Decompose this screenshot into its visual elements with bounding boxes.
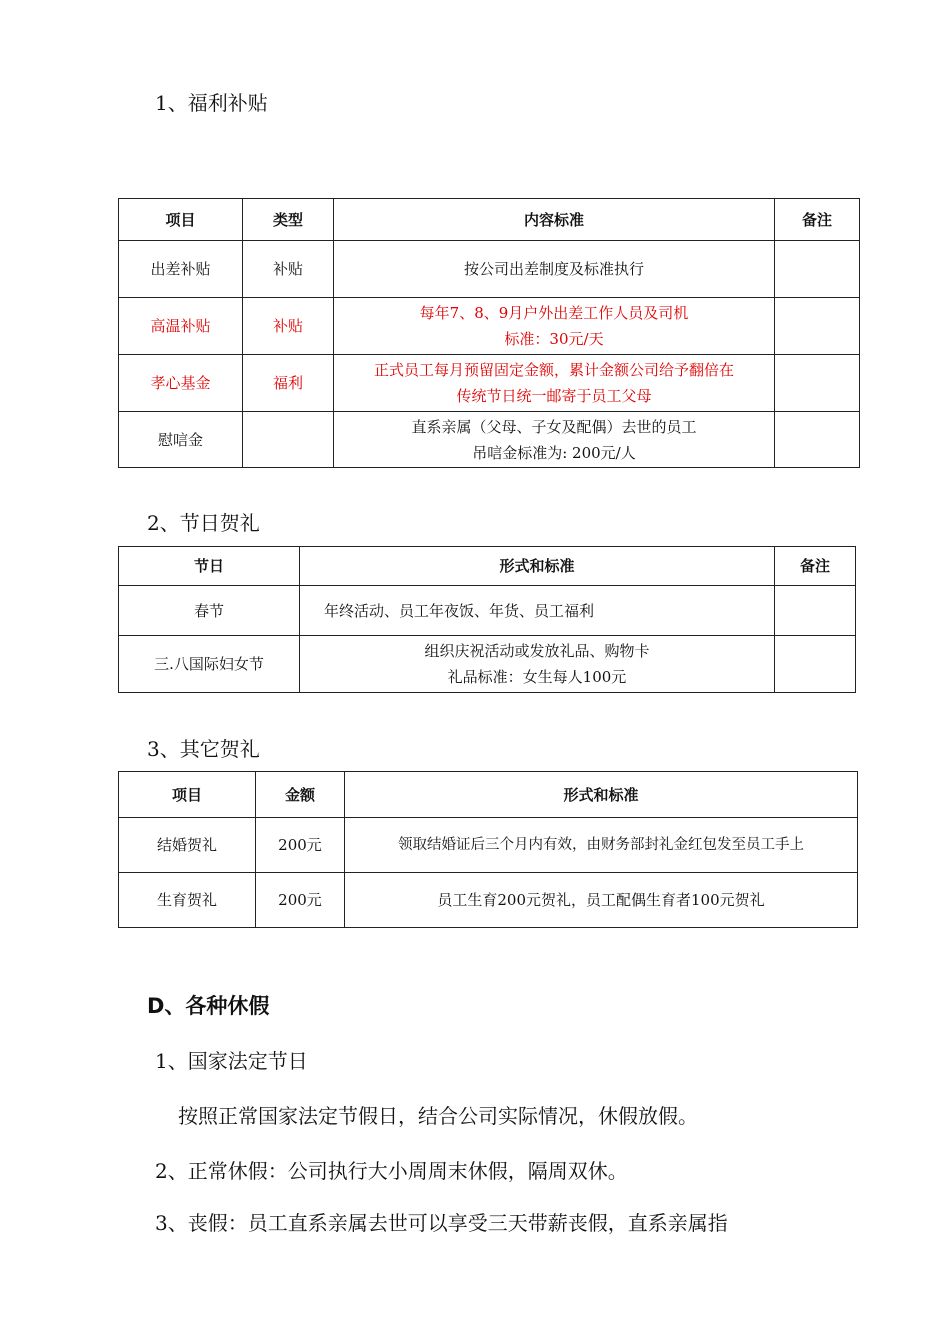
table-row <box>119 412 860 468</box>
cell-item: 孝心基金 <box>119 355 243 412</box>
other-gift-table <box>118 771 858 928</box>
cell-content-line: 每年7、8、9月户外出差工作人员及司机 <box>419 304 689 322</box>
col-header-content: 内容标准 <box>334 199 775 241</box>
cell-item: 生育贺礼 <box>119 873 256 928</box>
cell-content <box>334 298 775 355</box>
cell-content: 员工生育200元贺礼，员工配偶生育者100元贺礼 <box>345 873 858 928</box>
section-d-item3: 3、丧假：员工直系亲属去世可以享受三天带薪丧假，直系亲属指 <box>155 1211 728 1235</box>
cell-content-line: 组织庆祝活动或发放礼品、购物卡 <box>424 642 650 660</box>
cell-type: 福利 <box>243 355 334 412</box>
cell-item: 高温补贴 <box>119 298 243 355</box>
col-header-note: 备注 <box>775 547 856 586</box>
cell-note <box>775 636 856 693</box>
cell-festival: 三.八国际妇女节 <box>119 636 300 693</box>
col-header-content: 形式和标准 <box>345 772 858 818</box>
col-header-amount: 金额 <box>256 772 345 818</box>
cell-content: 领取结婚证后三个月内有效，由财务部封礼金红包发至员工手上 <box>345 818 858 873</box>
festival-gift-table <box>118 546 856 693</box>
cell-note <box>775 355 860 412</box>
section-d-para1: 按照正常国家法定节假日，结合公司实际情况，休假放假。 <box>178 1104 698 1128</box>
cell-note <box>775 241 860 298</box>
welfare-subsidy-table <box>118 198 860 468</box>
cell-item: 慰唁金 <box>119 412 243 468</box>
table-row <box>119 241 860 298</box>
cell-content-line: 传统节日统一邮寄于员工父母 <box>456 387 652 405</box>
cell-content <box>334 355 775 412</box>
cell-item: 出差补贴 <box>119 241 243 298</box>
table-row <box>119 818 858 873</box>
cell-content: 年终活动、员工年夜饭、年货、员工福利 <box>300 586 775 636</box>
cell-amount: 200元 <box>256 818 345 873</box>
section-d-heading: D、各种休假 <box>147 994 270 1018</box>
col-header-content: 形式和标准 <box>300 547 775 586</box>
col-header-type: 类型 <box>243 199 334 241</box>
cell-content-line: 正式员工每月预留固定金额，累计金额公司给予翻倍在 <box>373 361 734 379</box>
section-d-sub1: 1、国家法定节日 <box>155 1049 308 1073</box>
cell-note <box>775 298 860 355</box>
table-row <box>119 355 860 412</box>
table-row <box>119 586 856 636</box>
cell-content-line: 礼品标准：女生每人100元 <box>447 668 627 686</box>
table-row <box>119 298 860 355</box>
cell-type: 补贴 <box>243 298 334 355</box>
col-header-item: 项目 <box>119 772 256 818</box>
col-header-item: 项目 <box>119 199 243 241</box>
cell-content-line: 吊唁金标准为: 200元/人 <box>472 443 636 462</box>
cell-type <box>243 412 334 468</box>
cell-content-line: 标准：30元/天 <box>504 330 604 348</box>
cell-content: 按公司出差制度及标准执行 <box>334 241 775 298</box>
cell-item: 结婚贺礼 <box>119 818 256 873</box>
cell-festival: 春节 <box>119 586 300 636</box>
section-1-heading: 1、福利补贴 <box>155 91 268 115</box>
section-3-heading: 3、其它贺礼 <box>147 737 260 761</box>
col-header-note: 备注 <box>775 199 860 241</box>
cell-content <box>334 412 775 468</box>
col-header-festival: 节日 <box>119 547 300 586</box>
section-d-item2: 2、正常休假：公司执行大小周周末休假，隔周双休。 <box>155 1159 628 1183</box>
cell-amount: 200元 <box>256 873 345 928</box>
cell-content-line: 直系亲属（父母、子女及配偶）去世的员工 <box>411 417 697 436</box>
table-row <box>119 873 858 928</box>
cell-note <box>775 412 860 468</box>
cell-type: 补贴 <box>243 241 334 298</box>
section-2-heading: 2、节日贺礼 <box>147 511 260 535</box>
cell-note <box>775 586 856 636</box>
table-row <box>119 636 856 693</box>
cell-content <box>300 636 775 693</box>
